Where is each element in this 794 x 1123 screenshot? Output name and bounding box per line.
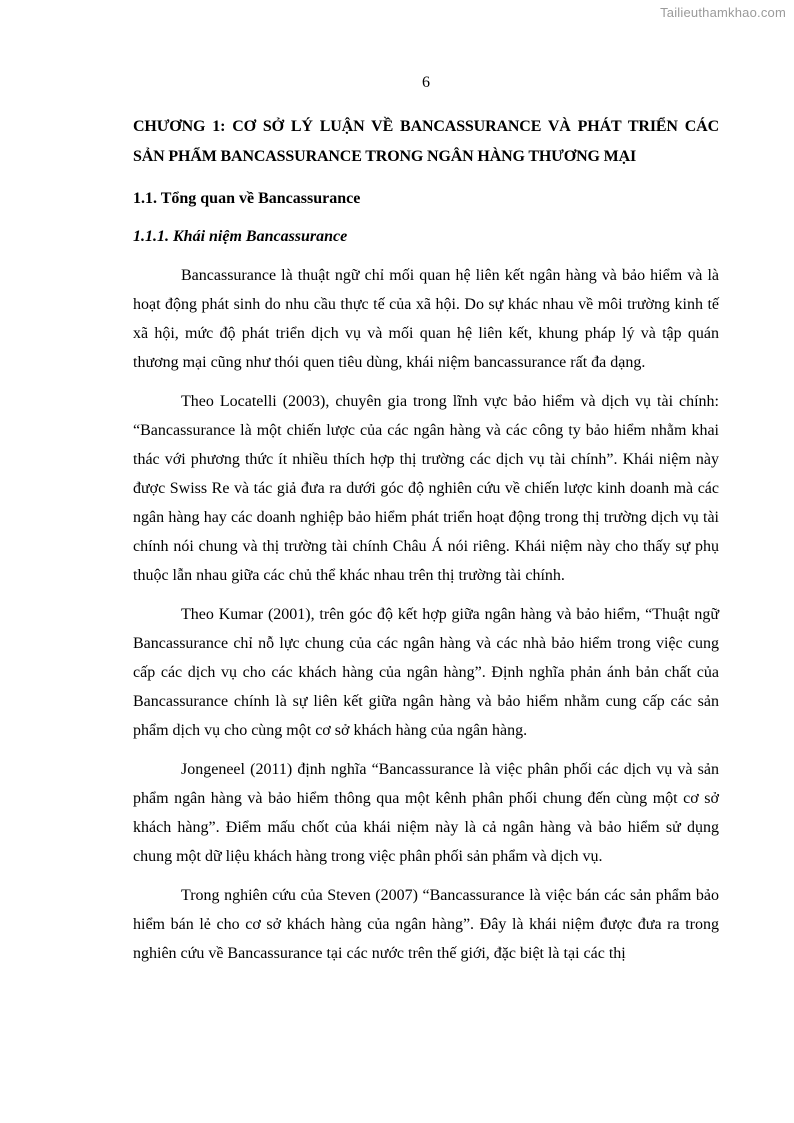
subsection-heading: 1.1.1. Khái niệm Bancassurance (133, 228, 348, 245)
paragraph: Bancassurance là thuật ngữ chỉ mối quan hệ liên kết ngân hàng và bảo hiểm và là hoạt động phát sinh do nhu cầu thực tế của xã hội. Do sự khác nhau về môi trường kinh tế xã hội, mức độ phát triển dịch vụ và mối quan hệ liên kết, khung pháp lý và tập quán thương mại cũng như thói quen tiêu dùng, khái niệm bancassurance rất đa dạng. (133, 267, 719, 371)
section-heading: 1.1. Tổng quan về Bancassurance (133, 190, 361, 207)
chapter-title: CHƯƠNG 1: CƠ SỞ LÝ LUẬN VỀ BANCASSURANCE VÀ PHÁT TRIỂN CÁC SẢN PHẨM BANCASSURANCE TRONG NGÂN HÀNG THƯƠNG MẠI (133, 118, 719, 165)
paragraph: Theo Kumar (2001), trên góc độ kết hợp giữa ngân hàng và bảo hiểm, “Thuật ngữ Bancassurance chỉ nỗ lực chung của các ngân hàng và các nhà bảo hiểm trong việc cung cấp các dịch vụ cho các khách hàng của ngân hàng”. Định nghĩa phản ánh bản chất của Bancassurance chính là sự liên kết giữa ngân hàng và bảo hiểm nhằm cung cấp các sản phẩm dịch vụ cho cùng một cơ sở khách hàng của ngân hàng. (133, 606, 719, 739)
document-body (133, 112, 719, 968)
watermark: Tailieuthamkhao.com (660, 5, 786, 20)
paragraph: Theo Locatelli (2003), chuyên gia trong lĩnh vực bảo hiểm và dịch vụ tài chính: “Bancassurance là một chiến lược của các ngân hàng và các công ty bảo hiểm nhằm khai thác với phương thức ít nhiều thích hợp thị trường các dịch vụ tài chính”. Khái niệm này được Swiss Re và tác giả đưa ra dưới góc độ nghiên cứu về chiến lược kinh doanh mà các ngân hàng hay các doanh nghiệp bảo hiểm phát triển hoạt động trong thị trường dịch vụ tài chính nói chung và thị trường tài chính Châu Á nói riêng. Khái niệm này cho thấy sự phụ thuộc lẫn nhau giữa các chủ thể khác nhau trên thị trường tài chính. (133, 393, 719, 584)
paragraph: Jongeneel (2011) định nghĩa “Bancassurance là việc phân phối các dịch vụ và sản phẩm ngân hàng và bảo hiểm thông qua một kênh phân phối chung đến cùng một cơ sở khách hàng”. Điểm mấu chốt của khái niệm này là cả ngân hàng và bảo hiểm sử dụng chung một dữ liệu khách hàng trong việc phân phối sản phẩm và dịch vụ. (133, 761, 719, 865)
paragraph: Trong nghiên cứu của Steven (2007) “Bancassurance là việc bán các sản phẩm bảo hiểm bán lẻ cho cơ sở khách hàng của ngân hàng”. Đây là khái niệm được đưa ra trong nghiên cứu về Bancassurance tại các nước trên thế giới, đặc biệt là tại các thị (133, 887, 719, 962)
page-number: 6 (422, 74, 430, 91)
